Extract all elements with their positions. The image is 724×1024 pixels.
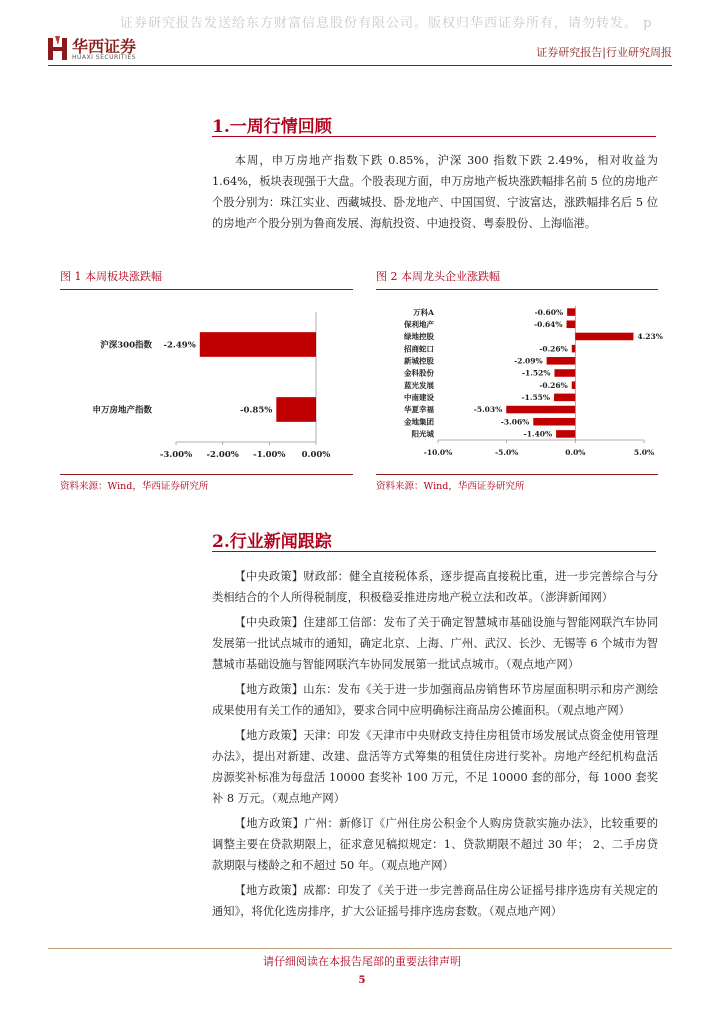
data-label: -1.55% bbox=[521, 393, 551, 403]
data-label: -2.49% bbox=[163, 340, 196, 351]
category-label: 金科股份 bbox=[404, 368, 434, 378]
x-tick-label: -2.00% bbox=[206, 450, 239, 460]
bar bbox=[547, 357, 576, 365]
section-divider bbox=[212, 551, 656, 552]
figure2-source: 资料来源：Wind，华西证券研究所 bbox=[376, 481, 525, 492]
data-label: -0.26% bbox=[539, 380, 568, 390]
bar bbox=[575, 333, 633, 341]
data-label: 4.23% bbox=[637, 332, 663, 342]
section-title-market-review: 1.一周行情回顾 bbox=[212, 117, 332, 137]
figure1-bottom-rule bbox=[60, 474, 353, 475]
leading-companies-change-chart bbox=[376, 292, 663, 472]
market-review-paragraph bbox=[212, 150, 658, 234]
x-tick-label: 5.0% bbox=[633, 448, 655, 457]
category-label: 沪深300指数 bbox=[100, 340, 152, 351]
category-label: 新城控股 bbox=[404, 356, 434, 366]
watermark: 证券研究报告发送给东方财富信息股份有限公司。版权归华西证券所有，请勿转发。 p bbox=[120, 16, 653, 31]
bar bbox=[567, 320, 576, 328]
news-item: 【地方政策】天津：印发《天津市中央财政支持住房租赁市场发展试点资金使用管理办法》，提出对新建、改建、盘活等方式筹集的租赁住房进行奖补。房地产经纪机构盘活房源奖补标准为每盘活 10000 套奖补 100 万元，不足 10000 套的部分，每 1000 套奖补 8 万元。（观点地产网） bbox=[212, 729, 658, 805]
market-review-text: 本周，申万房地产指数下跌 0.85%，沪深 300 指数下跌 2.49%，相对收益为 1.64%，板块表现强于大盘。个股表现方面，申万房地产板块涨跌幅排名前 5 位的房地产个股分别为：珠江实业、西藏城投、卧龙地产、中国国贸、宁波富达，涨跌幅排名后 5 位的房地产个股分别为鲁商发展、海航投资、中迪投资、粤泰股份、上海临港。 bbox=[212, 154, 658, 230]
data-label: -0.26% bbox=[539, 344, 568, 354]
bar bbox=[556, 430, 575, 438]
category-label: 蓝光发展 bbox=[404, 380, 434, 390]
data-label: -1.40% bbox=[523, 429, 553, 439]
bar bbox=[276, 397, 316, 422]
category-label: 招商蛇口 bbox=[404, 344, 434, 354]
data-label: -5.03% bbox=[473, 405, 503, 415]
bar bbox=[572, 381, 576, 389]
huaxi-logo-icon bbox=[48, 36, 68, 62]
bar bbox=[554, 394, 575, 402]
data-label: -3.06% bbox=[500, 417, 530, 427]
data-label: -1.52% bbox=[521, 368, 551, 378]
news-item: 【中央政策】财政部：健全直接税体系，逐步提高直接税比重，进一步完善综合与分类相结合的个人所得税制度，积极稳妥推进房地产税立法和改革。（澎湃新闻网） bbox=[212, 570, 658, 604]
x-tick-label: -3.00% bbox=[159, 450, 193, 460]
news-list bbox=[212, 566, 658, 926]
x-tick-label: 0.0% bbox=[565, 448, 586, 457]
figure1-title: 图 1 本周板块涨跌幅 bbox=[60, 270, 162, 283]
figure1-source: 资料来源：Wind，华西证券研究所 bbox=[60, 481, 209, 492]
x-tick-label: -5.0% bbox=[495, 448, 519, 457]
category-label: 保利地产 bbox=[404, 319, 434, 329]
figure2-chart bbox=[376, 292, 663, 476]
figure2-bottom-rule bbox=[376, 474, 658, 475]
report-type-tag: 证券研究报告|行业研究周报 bbox=[536, 46, 672, 59]
section-divider bbox=[212, 136, 656, 137]
logo-name: 华西证券 bbox=[72, 37, 137, 56]
figure2-rule bbox=[376, 289, 658, 290]
bar bbox=[533, 418, 575, 426]
category-label: 金地集团 bbox=[404, 417, 434, 427]
figure2-title: 图 2 本周龙头企业涨跌幅 bbox=[376, 270, 500, 283]
legal-notice: 请仔细阅读在本报告尾部的重要法律声明 bbox=[263, 955, 461, 968]
bar bbox=[200, 332, 316, 357]
data-label: -0.64% bbox=[534, 319, 563, 329]
page-number: 5 bbox=[358, 975, 366, 986]
data-label: -0.60% bbox=[534, 307, 564, 317]
sector-change-chart bbox=[60, 292, 356, 472]
news-item: 【地方政策】广州：新修订《广州住房公积金个人购房贷款实施办法》，比较重要的调整主要在贷款期限上，征求意见稿拟规定：1、贷款期限不超过 30 年； 2、二手房贷款期限与楼龄之和不超过 50 年。（观点地产网） bbox=[212, 817, 658, 872]
news-item: 【地方政策】山东：发布《关于进一步加强商品房销售环节房屋面积明示和房产测绘成果使用有关工作的通知》，要求合同中应明确标注商品房公摊面积。（观点地产网） bbox=[212, 683, 658, 717]
news-item: 【地方政策】成都：印发了《关于进一步完善商品住房公证摇号排序选房有关规定的通知》，将优化选房排序，扩大公证摇号排序选房套数。（观点地产网） bbox=[212, 884, 658, 918]
x-tick-label: -10.0% bbox=[423, 448, 453, 457]
data-label: -2.09% bbox=[514, 356, 543, 366]
footer-divider bbox=[48, 948, 672, 949]
bar bbox=[567, 308, 575, 316]
x-tick-label: 0.00% bbox=[301, 450, 331, 460]
bar bbox=[554, 369, 575, 377]
bar bbox=[572, 345, 576, 353]
category-label: 申万房地产指数 bbox=[92, 405, 152, 416]
figure1-rule bbox=[60, 289, 353, 290]
section-title-industry-news: 2.行业新闻跟踪 bbox=[212, 532, 332, 552]
header-divider bbox=[48, 65, 672, 66]
logo-english: HUAXI SECURITIES bbox=[72, 54, 136, 61]
category-label: 华夏幸福 bbox=[404, 405, 434, 415]
category-label: 阳光城 bbox=[411, 429, 434, 439]
figure1-chart bbox=[60, 292, 356, 476]
bar bbox=[506, 406, 575, 414]
x-tick-label: -1.00% bbox=[253, 450, 286, 460]
category-label: 万科A bbox=[413, 307, 434, 317]
data-label: -0.85% bbox=[240, 405, 273, 416]
news-item: 【中央政策】住建部工信部：发布了关于确定智慧城市基础设施与智能网联汽车协同发展第一批试点城市的通知，确定北京、上海、广州、武汉、长沙、无锡等 6 个城市为智慧城市基础设施与智能网联汽车协同发展第一批试点城市。（观点地产网） bbox=[212, 616, 658, 671]
category-label: 绿地控股 bbox=[404, 332, 434, 342]
category-label: 中南建设 bbox=[404, 393, 434, 403]
